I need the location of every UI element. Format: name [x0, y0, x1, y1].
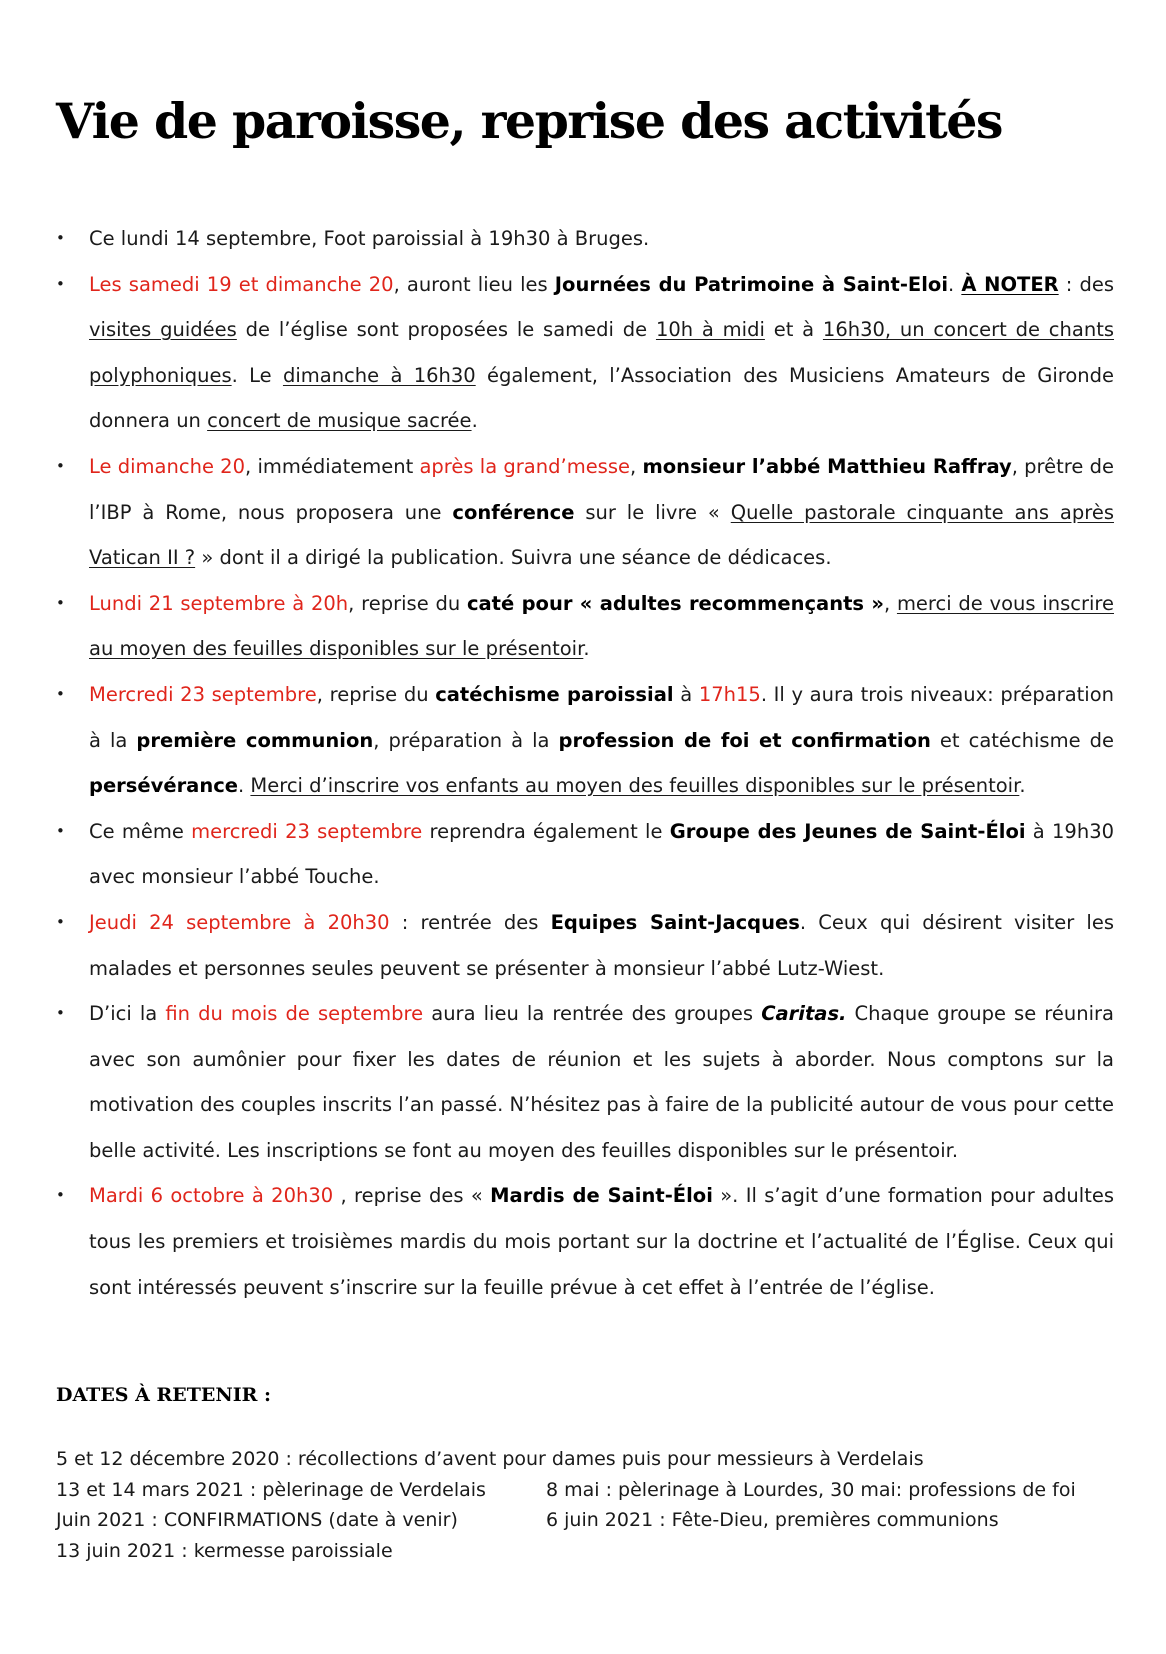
text-run: Mercredi 23 septembre [89, 682, 317, 706]
date-row [56, 1505, 1114, 1536]
text-run: Ce même [89, 819, 192, 843]
text-run: Journées du Patrimoine à Saint-Eloi [554, 272, 949, 296]
text-run: sur le livre « [574, 500, 731, 524]
text-run: à [673, 682, 699, 706]
text-run: après la grand’messe [419, 454, 631, 478]
text-run: 17h15 [698, 682, 761, 706]
text-run: Ce lundi 14 septembre, Foot paroissial à 19h30 à Bruges. [89, 227, 650, 250]
text-run: conférence [452, 500, 575, 524]
text-run: , prêtre de l’IBP à Rome, nous proposera une [89, 454, 1114, 524]
date-entry: 8 mai : pèlerinage à Lourdes, 30 mai: professions de foi [546, 1478, 1076, 1501]
text-run: première communion [136, 728, 374, 752]
text-run: , reprise du [316, 682, 436, 706]
text-run: caté pour « adultes recommençants » [466, 591, 884, 615]
text-run: dimanche à 16h30 [282, 363, 476, 387]
text-run: . [238, 774, 251, 798]
text-run: À NOTER [961, 272, 1059, 296]
list-item [56, 581, 1114, 672]
text-run: , [883, 591, 897, 615]
text-run: Lundi 21 septembre à 20h [89, 591, 349, 615]
text-run: et à [764, 318, 823, 342]
date-entry: 13 et 14 mars 2021 : pèlerinage de Verdelais [56, 1478, 486, 1501]
text-run: 10h à midi [655, 318, 765, 342]
text-run: . Le [231, 363, 283, 387]
text-run: . [948, 272, 962, 296]
list-item [56, 900, 1114, 991]
list-item [56, 262, 1114, 444]
text-run: visites guidées [89, 318, 237, 342]
text-run: Equipes Saint-Jacques [550, 910, 800, 934]
text-run: : rentrée des [389, 910, 551, 934]
text-run: Les samedi 19 et dimanche 20 [89, 272, 394, 296]
text-run: fin du mois de septembre [165, 1002, 424, 1026]
text-run: . [471, 409, 478, 433]
text-run: Quelle pastorale cinquante ans après Vatican II ? [89, 500, 1114, 570]
text-run: , [630, 454, 643, 478]
date-entry: 6 juin 2021 : Fête-Dieu, premières communions [546, 1509, 999, 1531]
text-run: Mardis de Saint-Éloi [490, 1184, 713, 1208]
text-run: catéchisme paroissial [435, 682, 674, 706]
text-run: . [1019, 774, 1026, 798]
date-entry: 5 et 12 décembre 2020 : récollections d’avent pour dames puis pour messieurs à Verdelais [56, 1448, 924, 1470]
text-run: concert de musique sacrée [207, 409, 472, 433]
text-run: merci de vous inscrire au moyen des feuilles disponibles sur le présentoir [89, 591, 1114, 661]
text-run: Jeudi 24 septembre à 20h30 [89, 910, 390, 934]
text-run: Caritas. [761, 1002, 847, 1026]
text-run: , reprise du [348, 591, 467, 615]
text-run: Mardi 6 octobre à 20h30 [89, 1184, 334, 1208]
text-run: , auront lieu les [393, 272, 555, 296]
text-run: profession de foi et confirmation [558, 728, 931, 752]
text-run: . [583, 637, 590, 661]
text-run: ». Il s’agit d’une formation pour adultes tous les premiers et troisièmes mardis du mois portant sur la doctrine et l’actualité de l’Église. Ceux qui sont intéressés peuvent s’inscrire sur la feuille prévue à cet effet à l’entrée de l’église. [89, 1184, 1115, 1299]
text-run: reprendra également le [422, 819, 670, 843]
text-run: : des [1058, 272, 1114, 296]
text-run: » dont il a dirigé la publication. Suivra une séance de dédicaces. [195, 546, 832, 570]
text-run: 16h30, un concert de chants polyphoniques [89, 318, 1115, 387]
text-run: Merci d’inscrire vos enfants au moyen des feuilles disponibles sur le présentoir [250, 774, 1020, 798]
text-run: . Ceux qui désirent visiter les malades et personnes seules peuvent se présenter à monsieur l’abbé Lutz-Wiest. [89, 910, 1114, 980]
text-run: Groupe des Jeunes de Saint-Éloi [669, 819, 1026, 843]
date-row [56, 1475, 1114, 1506]
dates-list [56, 1444, 1114, 1566]
text-run: également, l’Association des Musiciens Amateurs de Gironde donnera un [89, 363, 1114, 433]
list-item [56, 1173, 1114, 1310]
text-run: , reprise des « [333, 1184, 491, 1208]
list-item [56, 672, 1114, 809]
date-row [56, 1536, 1114, 1567]
text-run: persévérance [89, 774, 239, 798]
list-item [56, 216, 1114, 262]
text-run: D’ici la [89, 1002, 166, 1026]
text-run: de l’église sont proposées le samedi de [236, 318, 656, 342]
date-entry: Juin 2021 : CONFIRMATIONS (date à venir) [56, 1509, 458, 1531]
dates-section-title: DATES À RETENIR : [56, 1384, 272, 1406]
text-run: Le dimanche 20 [89, 454, 245, 478]
text-run: , préparation à la [373, 728, 559, 752]
text-run: mercredi 23 septembre [191, 819, 423, 843]
activities-list [56, 216, 1114, 1310]
text-run: . Il y aura trois niveaux: préparation à la [89, 682, 1114, 752]
text-run: et catéchisme de [930, 728, 1114, 752]
text-run: aura lieu la rentrée des groupes [423, 1002, 762, 1026]
text-run: monsieur l’abbé Matthieu Raffray [642, 454, 1012, 478]
text-run: , immédiatement [245, 454, 420, 478]
list-item [56, 444, 1114, 581]
date-entry: 13 juin 2021 : kermesse paroissiale [56, 1539, 393, 1562]
list-item [56, 809, 1114, 900]
list-item [56, 991, 1114, 1173]
page-title: Vie de paroisse, reprise des activités [56, 92, 1002, 150]
text-run: à 19h30 avec monsieur l’abbé Touche. [89, 819, 1115, 889]
date-row [56, 1444, 1114, 1475]
text-run: Chaque groupe se réunira avec son aumônier pour fixer les dates de réunion et les sujets à aborder. Nous comptons sur la motivation des couples inscrits l’an passé. N’hésitez pas à faire de la publicité autour de vous pour cette belle activité. Les inscriptions se font au moyen des feuilles disponibles sur le présentoir. [89, 1002, 1114, 1162]
